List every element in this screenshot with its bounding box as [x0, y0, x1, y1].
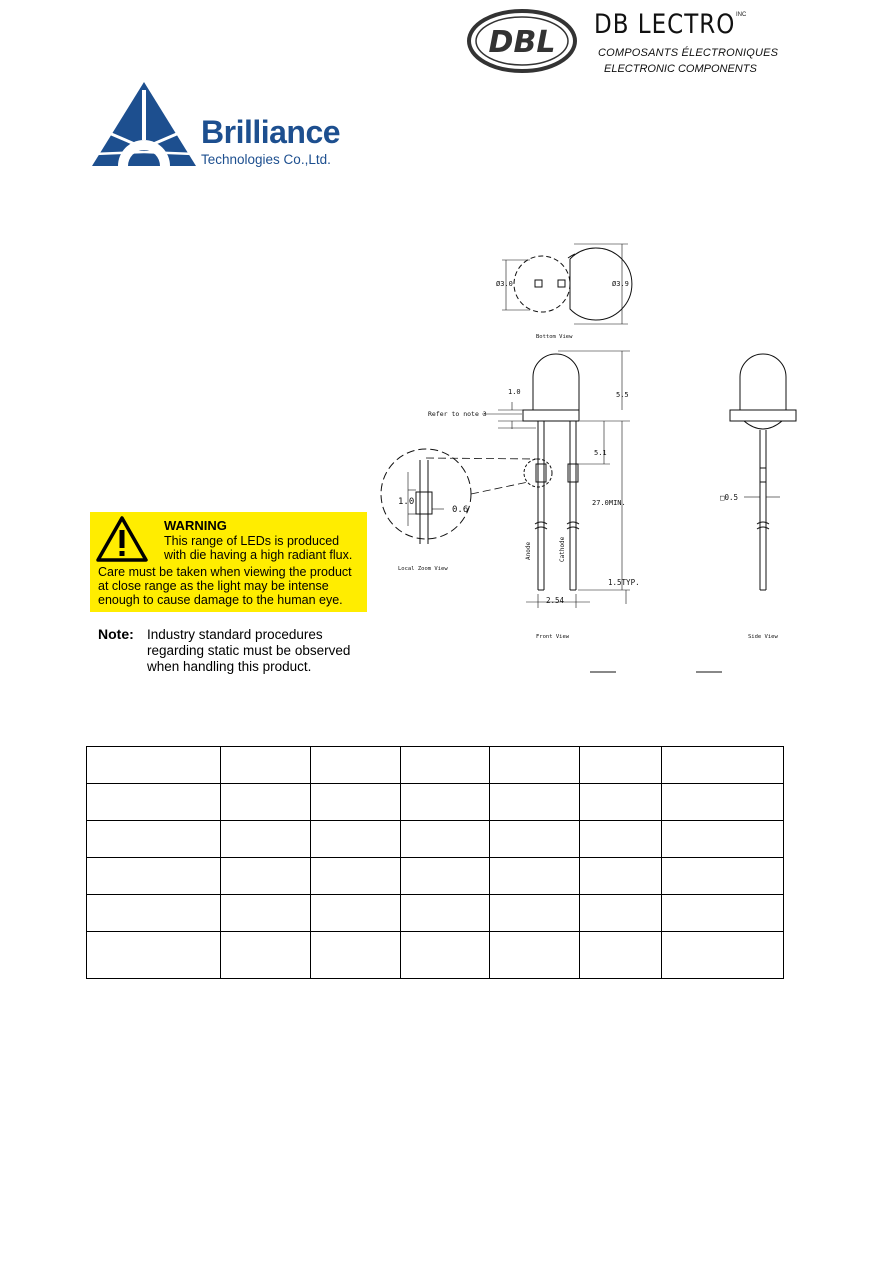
bottom-view [496, 244, 632, 340]
warning-title: WARNING [164, 518, 227, 533]
dim-standoff: 5.1 [594, 449, 607, 457]
zoom-dim-b: 0.6 [452, 505, 469, 515]
note-line-1: Industry standard procedures [147, 627, 323, 642]
spec-table [86, 746, 784, 979]
table-row [87, 747, 784, 784]
warning-line-4: at close range as the light may be intense [98, 579, 329, 593]
led-dimension-drawing [378, 232, 798, 692]
front-view-label: Front View [536, 634, 570, 640]
dbl-mark: DBL [488, 25, 556, 60]
brilliance-subtitle: Technologies Co.,Ltd. [201, 152, 331, 167]
dblectro-name: DB LECTRO [594, 10, 736, 40]
warning-line-5: enough to cause damage to the human eye. [98, 593, 343, 607]
side-view-label: Side View [748, 634, 778, 640]
table-row [87, 932, 784, 979]
dblectro-english-tagline: ELECTRONIC COMPONENTS [604, 63, 757, 75]
zoom-dim-a: 1.0 [398, 497, 415, 507]
table-row [87, 784, 784, 821]
table-row [87, 895, 784, 932]
dblectro-french-tagline: COMPOSANTS ÉLECTRONIQUES [598, 47, 779, 59]
dbl-logo [466, 8, 578, 74]
note-line-3: when handling this product. [147, 659, 312, 674]
warning-line-3: Care must be taken when viewing the product [98, 565, 352, 579]
bottom-view-label: Bottom View [536, 334, 573, 340]
dim-lead-square: □0.5 [720, 493, 739, 502]
dim-flange: 1.0 [508, 388, 521, 396]
front-view [428, 351, 640, 640]
local-zoom-label: Local Zoom View [398, 566, 448, 572]
warning-line-1: This range of LEDs is produced [164, 534, 340, 548]
refer-note-3: Refer to note 3 [428, 410, 487, 418]
warning-triangle-icon [96, 516, 148, 562]
table-row [87, 858, 784, 895]
dim-pitch: 2.54 [546, 596, 565, 605]
side-view [720, 354, 796, 640]
cathode-label: Cathode [559, 536, 566, 562]
brilliance-triangle-icon [88, 80, 200, 170]
warning-line-2: with die having a high radiant flux. [164, 548, 353, 562]
note-label: Note: [98, 626, 134, 642]
warning-box [90, 512, 367, 612]
dblectro-suffix: INC [736, 12, 747, 18]
brilliance-brand: Brilliance [201, 114, 341, 150]
dim-outer-diameter: Ø3.9 [612, 280, 629, 288]
table-row [87, 821, 784, 858]
dim-typ: 1.5TYP. [608, 578, 640, 587]
dim-lead-length: 27.0MIN. [592, 499, 626, 507]
brilliance-logo [88, 80, 368, 170]
dblectro-logo [594, 8, 779, 75]
note-line-2: regarding static must be observed [147, 643, 351, 658]
anode-label: Anode [525, 541, 532, 560]
dim-inner-diameter: Ø3.0 [496, 280, 513, 288]
dim-dome-height: 5.5 [616, 391, 629, 399]
